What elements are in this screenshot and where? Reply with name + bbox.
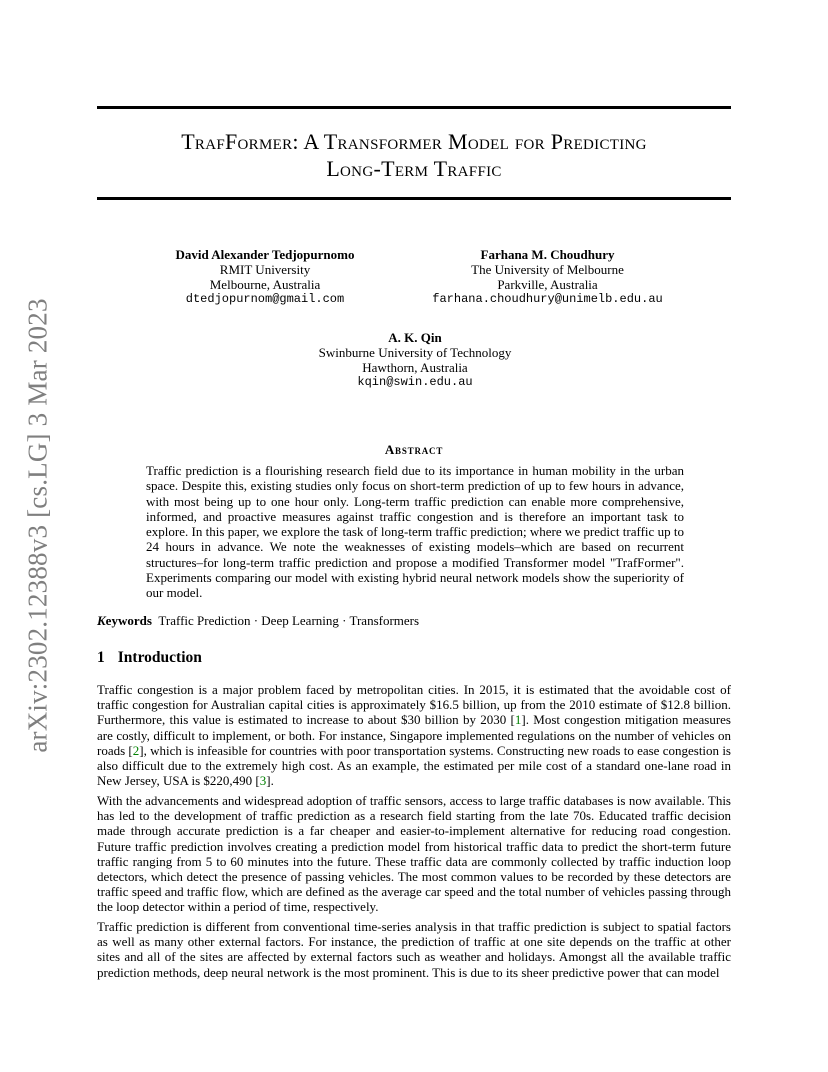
- abstract-heading: Abstract: [384, 442, 444, 457]
- keywords-label-rest: eywords: [105, 613, 152, 628]
- author-email: kqin@swin.edu.au: [357, 375, 473, 389]
- keywords-label-initial: K: [97, 613, 106, 628]
- citation-link-1[interactable]: 1: [514, 712, 522, 728]
- author-location: Hawthorn, Australia: [362, 360, 468, 375]
- intro-paragraph-3: Traffic prediction is different from conventional time-series analysis in that traffic prediction is subject to spatial factors as well as many other external factors. For instance, the prediction of traffic at one site depends on the traffic at other sites and all of the sites are affected by external factors such as weather and holidays. Amongst all the available traffic prediction methods, deep neural network is the most prominent. This is due to its sheer predictive power that can model: [97, 919, 731, 980]
- intro-paragraph-1: [97, 682, 731, 788]
- author-block-1: [130, 247, 400, 307]
- section-number: 1: [97, 649, 105, 666]
- intro-paragraph-2: With the advancements and widespread adoption of traffic sensors, access to large traffic databases is now available. This has led to the development of traffic prediction as a research field starting from the late 70s. Educated traffic decision made through accurate prediction is a far cheaper and easier-to-implement alternative for reducing road congestion. Future traffic prediction involves creating a prediction model from historical traffic data to predict the short-term future traffic ranging from 5 to 60 minutes into the future. These traffic data are commonly collected by traffic induction loop detectors, which detect the presence of passing vehicles. The most common values to be recorded by these detectors are traffic speed and traffic flow, which are defined as the average car speed and the total number of vehicles passing through the loop detector within a period of time, respectively.: [97, 793, 731, 915]
- keywords-line: [97, 613, 419, 629]
- author-location: Parkville, Australia: [497, 277, 598, 292]
- arxiv-identifier-stamp: [18, 290, 58, 760]
- author-name: David Alexander Tedjopurnomo: [175, 247, 355, 262]
- section-heading-introduction: [97, 649, 202, 667]
- author-block-3: [280, 330, 550, 390]
- author-email: farhana.choudhury@unimelb.edu.au: [432, 292, 663, 306]
- paragraph-text: ].: [266, 773, 274, 789]
- author-affiliation: The University of Melbourne: [471, 262, 624, 277]
- author-location: Melbourne, Australia: [209, 277, 321, 292]
- author-block-2: [415, 247, 680, 307]
- arxiv-identifier-text: arXiv:2302.12388v3 [cs.LG] 3 Mar 2023: [22, 297, 53, 753]
- author-affiliation: RMIT University: [219, 262, 311, 277]
- author-affiliation: Swinburne University of Technology: [318, 345, 512, 360]
- citation-link-3[interactable]: 3: [259, 773, 267, 789]
- paper-title-line-1: TrafFormer: A Transformer Model for Predicting: [181, 129, 647, 154]
- paragraph-text: ], which is infeasible for countries with poor transportation systems. Constructing new roads to ease congestion is also difficult due to the extremely high cost. As an example, the estimated per mile cost of a standard one-lane road in New Jersey, USA is $220,490 [: [97, 742, 731, 789]
- title-bottom-rule: [97, 197, 731, 200]
- paragraph-text: ]. Most congestion mitigation measures are costly, difficult to implement, or both. For instance, Singapore implemented regulations on the number of vehicles on roads [: [97, 712, 731, 758]
- paper-title-line-2: Long-Term Traffic: [326, 156, 502, 181]
- citation-link-2[interactable]: 2: [132, 742, 140, 758]
- paper-title: [97, 128, 731, 182]
- author-email: dtedjopurnom@gmail.com: [185, 292, 345, 306]
- keywords-label: [97, 613, 152, 628]
- author-name: A. K. Qin: [388, 330, 442, 345]
- section-title: Introduction: [117, 649, 202, 666]
- paragraph-text: Traffic congestion is a major problem faced by metropolitan cities. In 2015, it is estimated that the avoidable cost of traffic congestion for Australian capital cities is approximately $16.5 billion, up from the 2010 estimate of $12.8 billion. Furthermore, this value is estimated to increase to about $30 billion by 2030 [: [97, 682, 731, 728]
- author-name: Farhana M. Choudhury: [480, 247, 615, 262]
- abstract-body: Traffic prediction is a flourishing research field due to its importance in human mobility in the urban space. Despite this, existing studies only focus on short-term prediction of up to few hours in advance, with most being up to one hour only. Long-term traffic prediction can enable more comprehensive, informed, and proactive measures against traffic congestion and is therefore an important task to explore. In this paper, we explore the task of long-term traffic prediction; where we predict traffic up to 24 hours in advance. We note the weaknesses of existing models–which are based on recurrent structures–for long-term traffic prediction and propose a modified Transformer model "TrafFormer". Experiments comparing our model with existing hybrid neural network models show the superiority of our model.: [146, 463, 684, 601]
- keywords-list: Traffic Prediction · Deep Learning · Transformers: [158, 613, 420, 628]
- title-top-rule: [97, 106, 731, 109]
